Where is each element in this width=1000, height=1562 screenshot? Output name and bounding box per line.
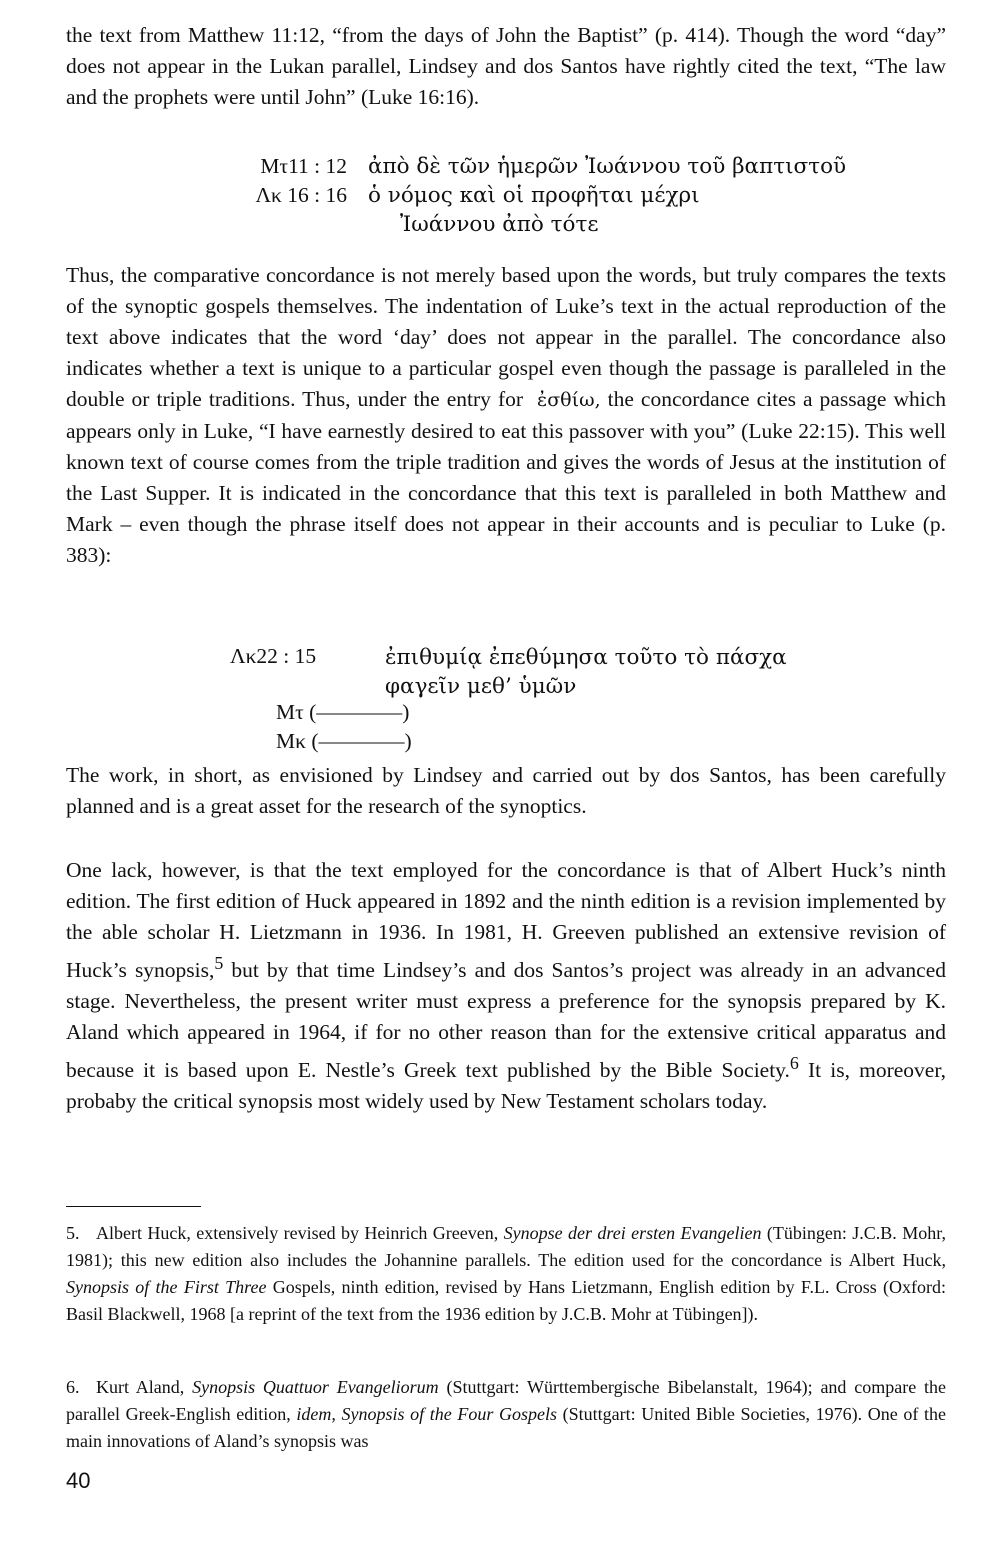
- footnote-text: Gospels, ninth edition, revised by Hans Lietzmann, English edition by F.L. Cross (Oxford: Basil Blackwell, 1968 [a reprint of the text from the 1936 edition by J.C.B. Mohr at Tübingen]).: [66, 1277, 947, 1324]
- footnote-text: Kurt Aland,: [96, 1377, 193, 1397]
- luke-greek-text-continued: Ἰωάννου ἀπὸ τότε: [400, 212, 599, 237]
- footnote-divider: [66, 1206, 201, 1207]
- luke-reference: Λκ 16 : 16: [255, 183, 347, 207]
- footnote-6: [66, 1374, 946, 1455]
- paragraph-text: Thus, the comparative concordance is not merely based upon the words, but truly compares the texts of the synoptic gospels themselves. The indentation of Luke’s text in the actual reproduction of the text above indicates that the word ‘day’ does not appear in the parallel. The concordance also indicates whether a text is unique to a particular gospel even though the passage is paralleled in the double or triple traditions. Thus, under the entry for: [66, 263, 946, 411]
- paragraph-text: One lack, however, is that the text employed for the concordance is that of Albert Huck’s ninth edition. The first edition of Huck appeared in 1892 and the ninth edition is a revision implemented by the able scholar H. Lietzmann in 1936. In 1981, H. Greeven published an extensive revision of Huck’s synopsis,: [66, 858, 946, 983]
- matthew-parallel-line: Mτ (————): [276, 700, 410, 724]
- footnote-text: (Stuttgart: United Bible Societies, 1976). One of the main innovations of Aland’s synopsis was: [66, 1404, 946, 1451]
- footnote-text: (Stuttgart: Württembergische Bibelanstalt, 1964); and compare the parallel Greek-English edition,: [66, 1377, 946, 1424]
- paragraph-continuation: the text from Matthew 11:12, “from the days of John the Baptist” (p. 414). Though the word “day” does not appear in the Lukan parallel, Lindsey and dos Santos have rightly cited the text, “The law and the prophets were until John” (Luke 16:16).: [66, 23, 946, 109]
- footnote-title: idem, Synopsis of the Four Gospels: [296, 1404, 557, 1424]
- paragraph-text: It is, moreover, probaby the critical synopsis most widely used by New Testament scholars today.: [66, 1058, 947, 1114]
- matthew-greek-text: ἀπὸ δὲ τῶν ἡμερῶν Ἰωάννου τοῦ βαπτιστοῦ: [368, 154, 847, 179]
- luke-22-greek-text-continued: φαγεῖν μεθ’ ὑμῶν: [385, 674, 577, 699]
- paragraph-comparative-concordance: [66, 260, 946, 571]
- page-number: 40: [66, 1468, 91, 1493]
- luke-22-reference: Λκ22 : 15: [230, 644, 317, 668]
- paragraph-text: the concordance cites a passage which appears only in Luke, “I have earnestly desired to eat this passover with you” (Luke 22:15). This well known text of course comes from the triple tradition and gives the words of Jesus at the institution of the Last Supper. It is indicated in the concordance that this text is paralleled in both Matthew and Mark – even though the phrase itself does not appear in their accounts and is peculiar to Luke (p. 383):: [66, 387, 946, 567]
- paragraph-text: but by that time Lindsey’s and dos Santos’s project was already in an advanced stage. Nevertheless, the present writer must express a preference for the synopsis prepared by K. Aland which appeared in 1964, if for no other reason than for the extensive critical apparatus and because it is based upon E. Nestle’s Greek text published by the Bible Society.: [66, 958, 947, 1083]
- footnote-ref-5: 5: [214, 953, 224, 973]
- footnote-number: 5.: [66, 1223, 80, 1243]
- footnote-number: 6.: [66, 1377, 80, 1397]
- matthew-reference: Mτ11 : 12: [260, 154, 347, 178]
- greek-entry-word: ἐσθίω,: [537, 389, 601, 411]
- luke-greek-text: ὁ νόμος καὶ οἱ προφῆται μέχρι: [368, 183, 700, 208]
- footnote-title: Synopse der drei ersten Evangelien: [503, 1223, 762, 1243]
- footnote-title: Synopsis of the First Three: [66, 1277, 267, 1297]
- footnote-text: (Tübingen: J.C.B. Mohr, 1981); this new edition also includes the Johannine parallels. The edition used for the concordance is Albert Huck,: [66, 1223, 946, 1270]
- footnote-title: Synopsis Quattuor Evangeliorum: [192, 1377, 439, 1397]
- footnote-text: Albert Huck, extensively revised by Heinrich Greeven,: [96, 1223, 504, 1243]
- footnote-ref-6: 6: [789, 1053, 799, 1074]
- paragraph-huck-edition: [66, 855, 946, 1117]
- mark-parallel-line: Mκ (————): [276, 729, 412, 753]
- paragraph-summary: The work, in short, as envisioned by Lindsey and carried out by dos Santos, has been carefully planned and is a great asset for the research of the synoptics.: [66, 763, 946, 818]
- luke-22-greek-text: ἐπιθυμίᾳ ἐπεθύμησα τοῦτο τὸ πάσχα: [385, 645, 787, 670]
- footnote-5: [66, 1220, 946, 1328]
